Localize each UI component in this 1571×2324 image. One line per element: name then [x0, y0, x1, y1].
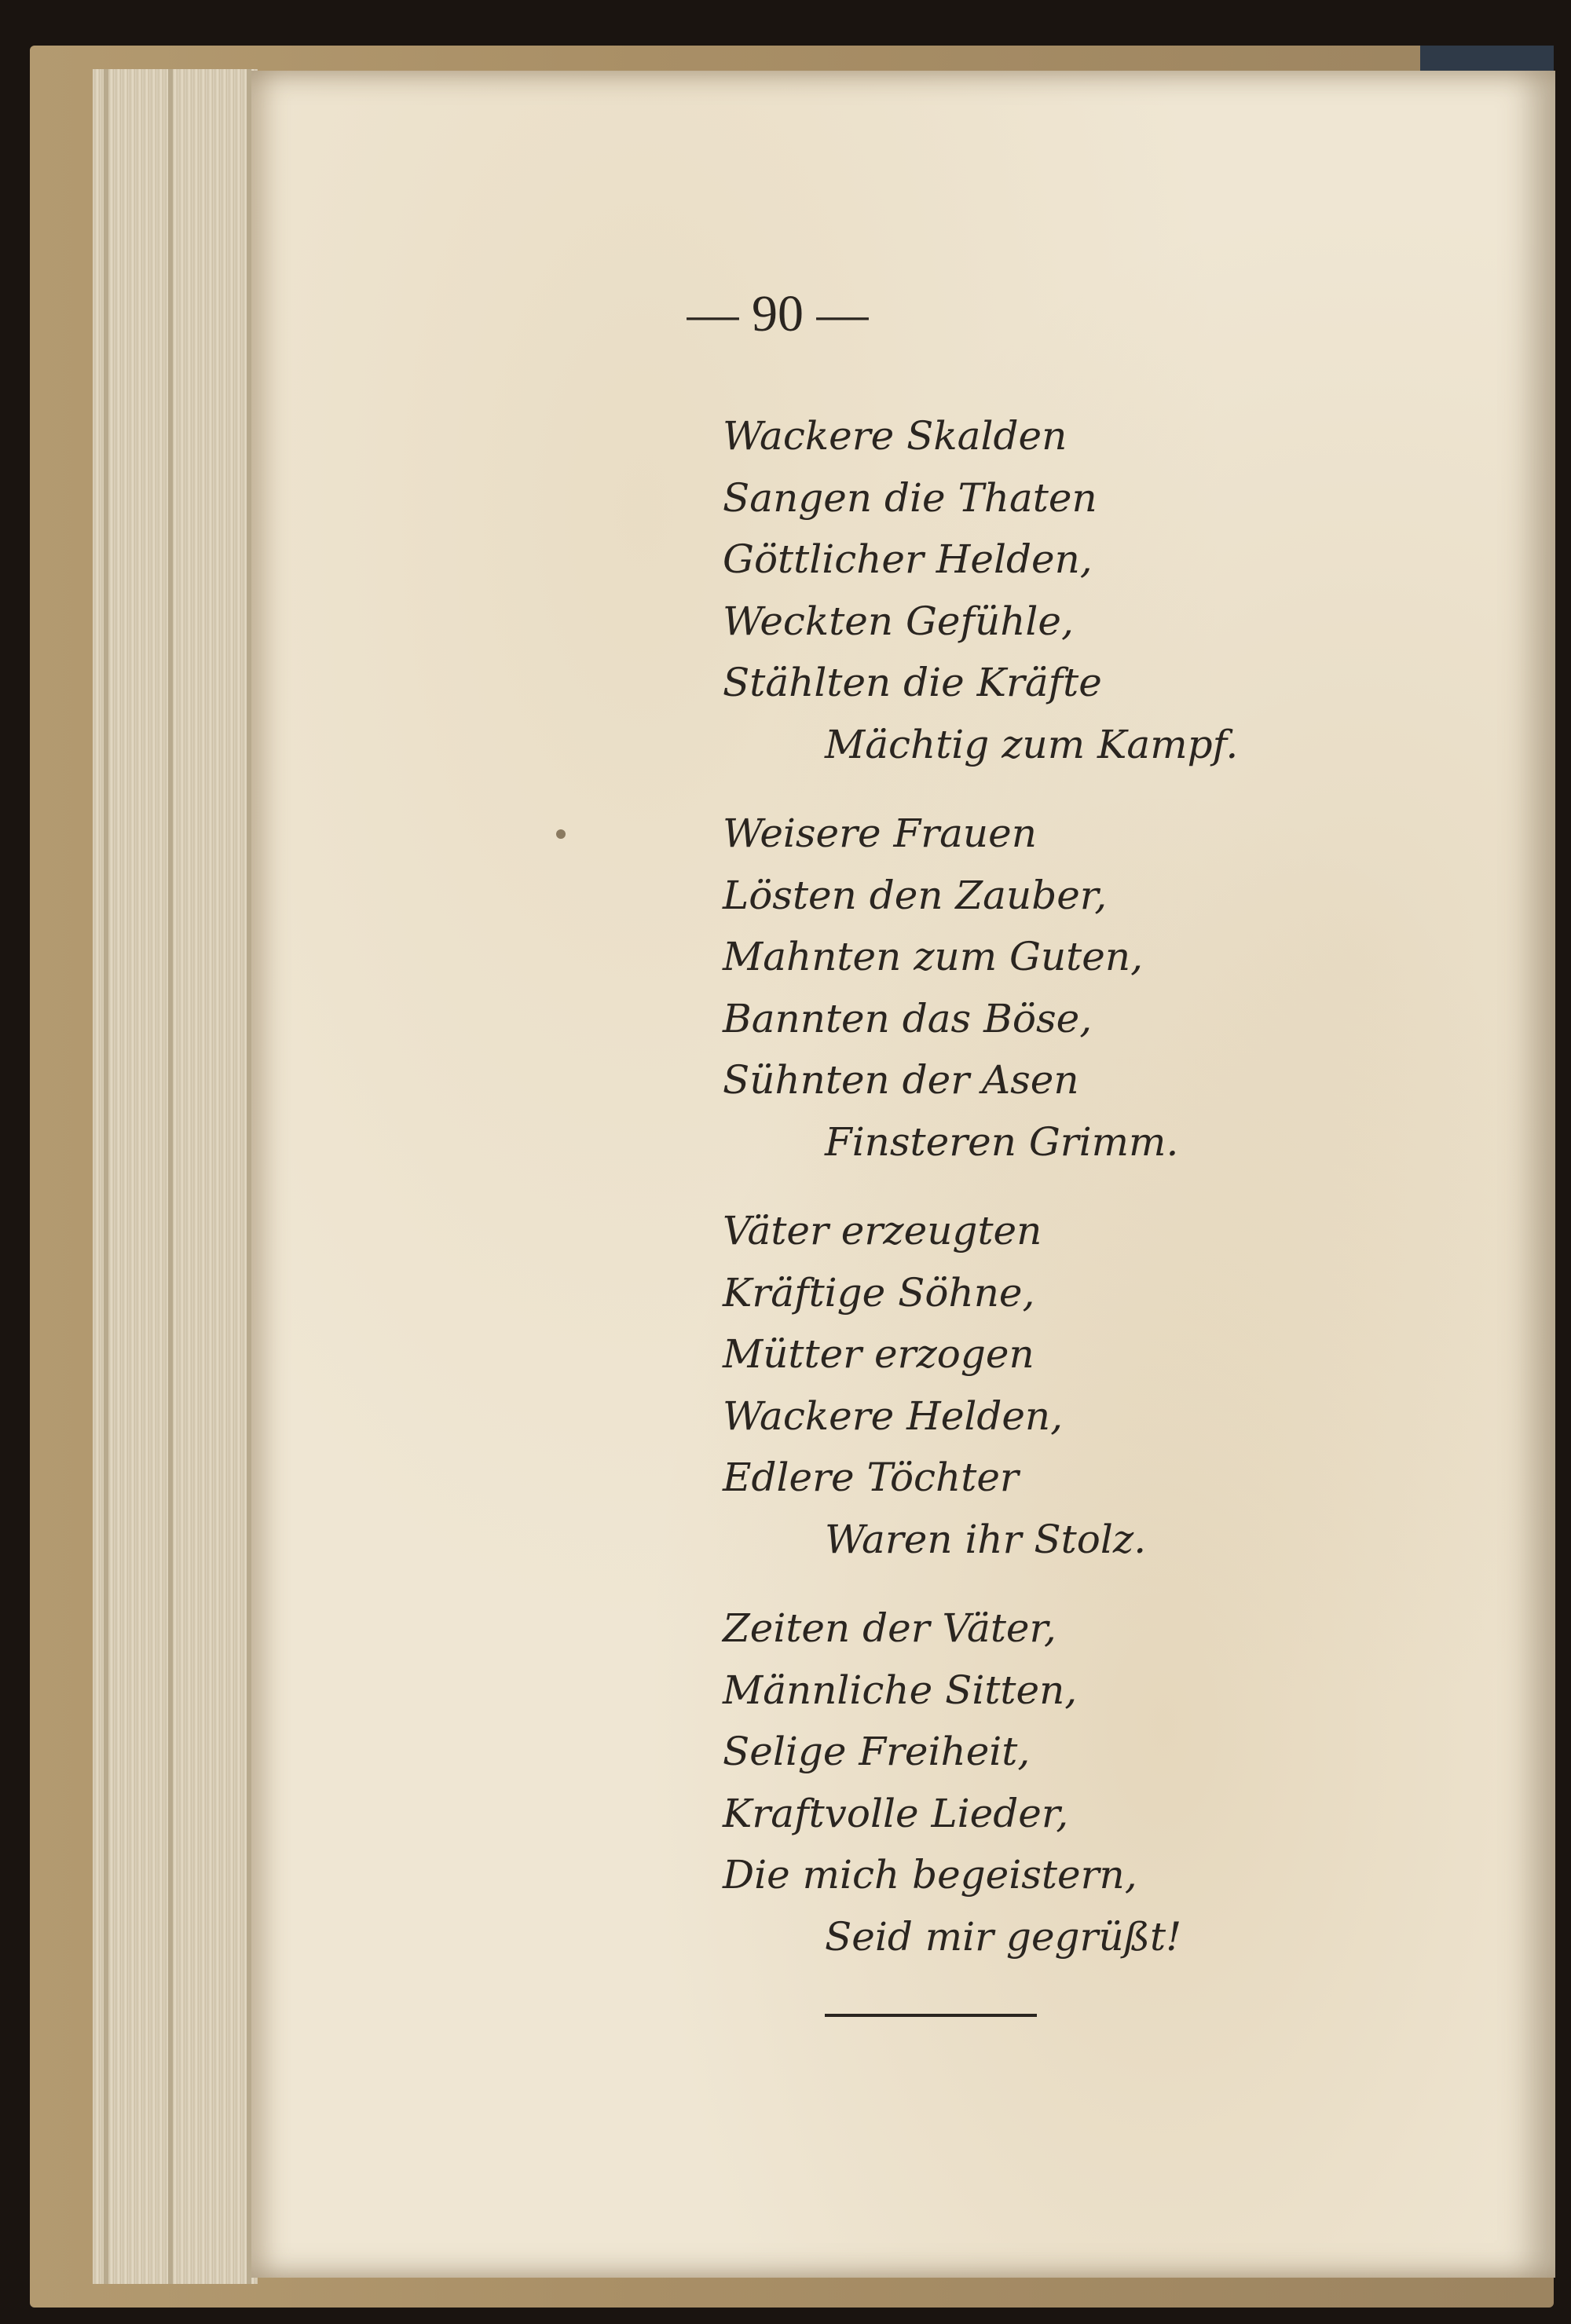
closing-rule	[825, 2014, 1037, 2017]
poem-line: Stählten die Kräfte	[723, 660, 1102, 705]
poem-line: Weckten Gefühle,	[723, 598, 1074, 644]
poem-line: Sühnten der Asen	[723, 1057, 1079, 1103]
poem-line: Wackere Helden,	[723, 1393, 1064, 1439]
paper-speck	[556, 829, 566, 839]
poem-line: Kraftvolle Lieder,	[723, 1790, 1069, 1836]
poem-line: Mütter erzogen	[723, 1331, 1035, 1377]
poem-line: Die mich begeistern,	[723, 1852, 1137, 1898]
poem-line: Zeiten der Väter,	[723, 1605, 1056, 1651]
page-number: — 90 —	[687, 285, 869, 342]
poem-line: Väter erzeugten	[723, 1208, 1042, 1253]
poem-line: Finsteren Grimm.	[825, 1118, 1179, 1165]
poem-line: Selige Freiheit,	[723, 1729, 1031, 1774]
page-edges	[93, 69, 258, 2284]
page-edge-line	[168, 69, 173, 2284]
poem-line: Männliche Sitten,	[723, 1667, 1078, 1713]
poem-line: Göttlicher Helden,	[723, 536, 1093, 582]
poem-line: Bannten das Böse,	[723, 995, 1093, 1041]
poem-line: Mahnten zum Guten,	[723, 934, 1143, 979]
stanza-4	[723, 1598, 1181, 1967]
poem-line: Lösten den Zauber,	[723, 872, 1108, 918]
poem-line: Mächtig zum Kampf.	[825, 721, 1239, 767]
poem-line: Seid mir gegrüßt!	[825, 1913, 1182, 1960]
poem-line: Edlere Töchter	[723, 1455, 1019, 1500]
stanza-2	[723, 803, 1178, 1173]
stanza-1	[723, 405, 1238, 775]
page-edge-line	[104, 69, 108, 2284]
poem-line: Waren ihr Stolz.	[825, 1516, 1147, 1562]
poem-line: Wackere Skalden	[723, 413, 1067, 459]
poem-line: Weisere Frauen	[723, 811, 1037, 856]
poem-line: Kräftige Söhne,	[723, 1269, 1035, 1316]
poem-line: Sangen die Thaten	[723, 474, 1097, 521]
stanza-3	[723, 1200, 1146, 1570]
